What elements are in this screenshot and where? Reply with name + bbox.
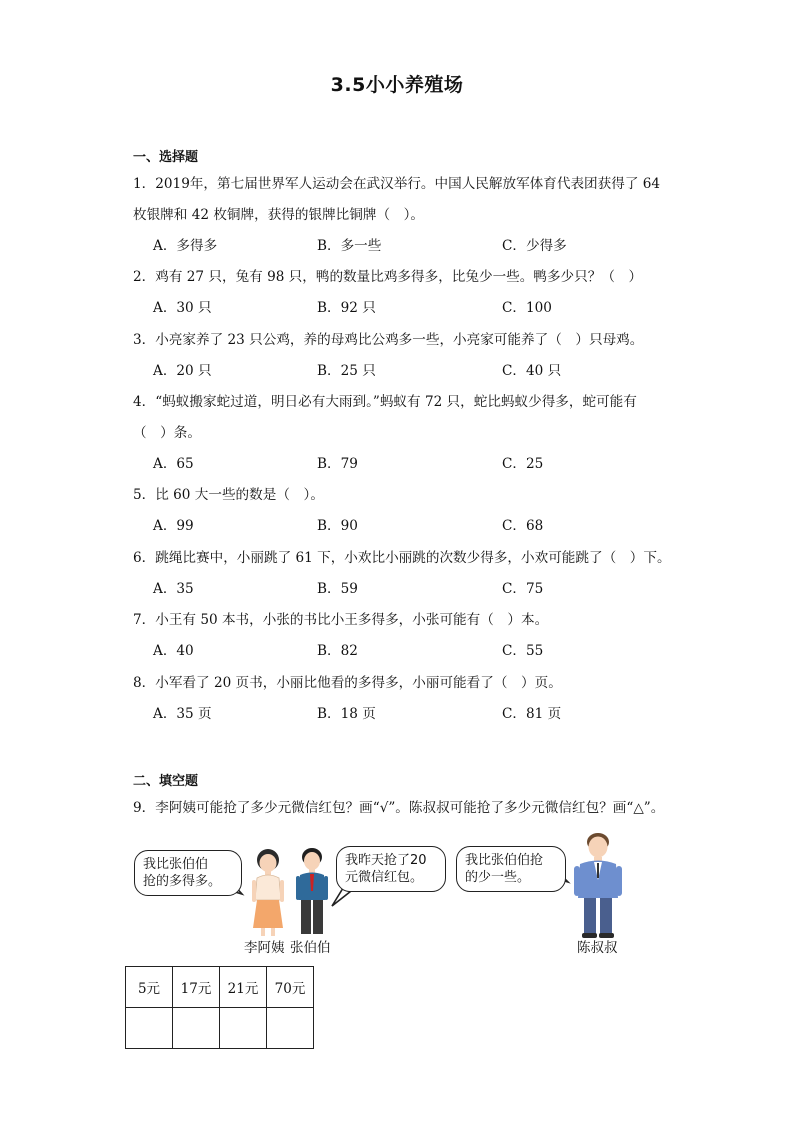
- table-header-row: [126, 967, 314, 1008]
- question-7-option-b[interactable]: B．82: [317, 643, 358, 659]
- question-3-option-b[interactable]: B．25 只: [317, 363, 376, 379]
- table-header-cell: 21元: [220, 967, 267, 1008]
- answer-cell[interactable]: [173, 1008, 220, 1049]
- answer-cell[interactable]: [220, 1008, 267, 1049]
- zhang-bobo-figure-icon: [294, 846, 330, 938]
- question-4-line-2: （ ）条。: [133, 425, 201, 441]
- page-title: 3.5小小养殖场: [330, 74, 464, 96]
- bubble-zhang-line-2: 元微信红包。: [345, 870, 424, 885]
- question-2-option-c[interactable]: C．100: [502, 300, 552, 316]
- question-3-option-a[interactable]: A．20 只: [153, 363, 212, 379]
- question-9-text: 9．李阿姨可能抢了多少元微信红包？画“√”。陈叔叔可能抢了多少元微信红包？画“△”。: [133, 800, 665, 816]
- bubble-chen-line-2: 的少一些。: [465, 870, 531, 885]
- question-6-option-c[interactable]: C．75: [502, 581, 544, 597]
- answer-cell[interactable]: [267, 1008, 314, 1049]
- question-2-option-b[interactable]: B．92 只: [317, 300, 376, 316]
- li-ayi-figure-icon: [248, 848, 288, 938]
- bubble-zhang-line-1: 我昨天抢了20: [345, 853, 427, 868]
- table-answer-row: [126, 1008, 314, 1049]
- section-heading-fill: 二、填空题: [133, 774, 199, 789]
- question-4-option-a[interactable]: A．65: [153, 456, 194, 472]
- question-5-line-1: 5．比 60 大一些的数是（ ）。: [133, 487, 324, 503]
- chen-shushu-figure-icon: [572, 830, 624, 940]
- question-4-option-b[interactable]: B．79: [317, 456, 358, 472]
- question-8-option-b[interactable]: B．18 页: [317, 706, 376, 722]
- table-header-cell: 70元: [267, 967, 314, 1008]
- question-8-option-c[interactable]: C．81 页: [502, 706, 562, 722]
- question-8-line-1: 8．小军看了 20 页书，小丽比他看的多得多，小丽可能看了（ ）页。: [133, 675, 562, 691]
- question-7-line-1: 7．小王有 50 本书，小张的书比小王多得多，小张可能有（ ）本。: [133, 612, 549, 628]
- question-8-option-a[interactable]: A．35 页: [153, 706, 212, 722]
- question-7-option-c[interactable]: C．55: [502, 643, 544, 659]
- bubble-li-line-1: 我比张伯伯: [143, 857, 209, 872]
- question-1-option-b[interactable]: B．多一些: [317, 238, 382, 254]
- section-heading-choice: 一、选择题: [133, 150, 199, 165]
- question-5-option-a[interactable]: A．99: [153, 518, 194, 534]
- label-chen-shushu: 陈叔叔: [577, 940, 618, 956]
- question-4-option-c[interactable]: C．25: [502, 456, 544, 472]
- speech-bubble-li: [134, 850, 242, 896]
- question-6-option-b[interactable]: B．59: [317, 581, 358, 597]
- question-5-option-b[interactable]: B．90: [317, 518, 358, 534]
- bubble-chen-line-1: 我比张伯伯抢: [465, 853, 544, 868]
- question-2-line-1: 2．鸡有 27 只，兔有 98 只，鸭的数量比鸡多得多，比兔少一些。鸭多少只？（ ）: [133, 269, 643, 285]
- answer-cell[interactable]: [126, 1008, 173, 1049]
- answer-table: [125, 966, 314, 1049]
- question-1-line-1: 1．2019年，第七届世界军人运动会在武汉举行。中国人民解放军体育代表团获得了 64: [133, 176, 661, 192]
- question-6-option-a[interactable]: A．35: [153, 581, 194, 597]
- question-4-line-1: 4．“蚂蚁搬家蛇过道，明日必有大雨到。”蚂蚁有 72 只，蛇比蚂蚁少得多，蛇可能有: [133, 394, 637, 410]
- question-3-option-c[interactable]: C．40 只: [502, 363, 562, 379]
- table-header-cell: 5元: [126, 967, 173, 1008]
- label-zhang-bobo: 张伯伯: [290, 940, 331, 956]
- question-6-line-1: 6．跳绳比赛中，小丽跳了 61 下，小欢比小丽跳的次数少得多，小欢可能跳了（ ）下。: [133, 550, 671, 566]
- speech-bubble-chen: [456, 846, 566, 892]
- label-li-ayi: 李阿姨: [244, 940, 285, 956]
- question-5-option-c[interactable]: C．68: [502, 518, 544, 534]
- illustration: [120, 830, 640, 960]
- question-7-option-a[interactable]: A．40: [153, 643, 194, 659]
- table-header-cell: 17元: [173, 967, 220, 1008]
- speech-bubble-zhang: [336, 846, 446, 892]
- question-2-option-a[interactable]: A．30 只: [153, 300, 212, 316]
- question-1-option-a[interactable]: A．多得多: [153, 238, 218, 254]
- question-1-line-2: 枚银牌和 42 枚铜牌，获得的银牌比铜牌（ ）。: [133, 207, 425, 223]
- question-3-line-1: 3．小亮家养了 23 只公鸡，养的母鸡比公鸡多一些，小亮家可能养了（ ）只母鸡。: [133, 332, 644, 348]
- bubble-li-line-2: 抢的多得多。: [143, 874, 222, 889]
- question-1-option-c[interactable]: C．少得多: [502, 238, 567, 254]
